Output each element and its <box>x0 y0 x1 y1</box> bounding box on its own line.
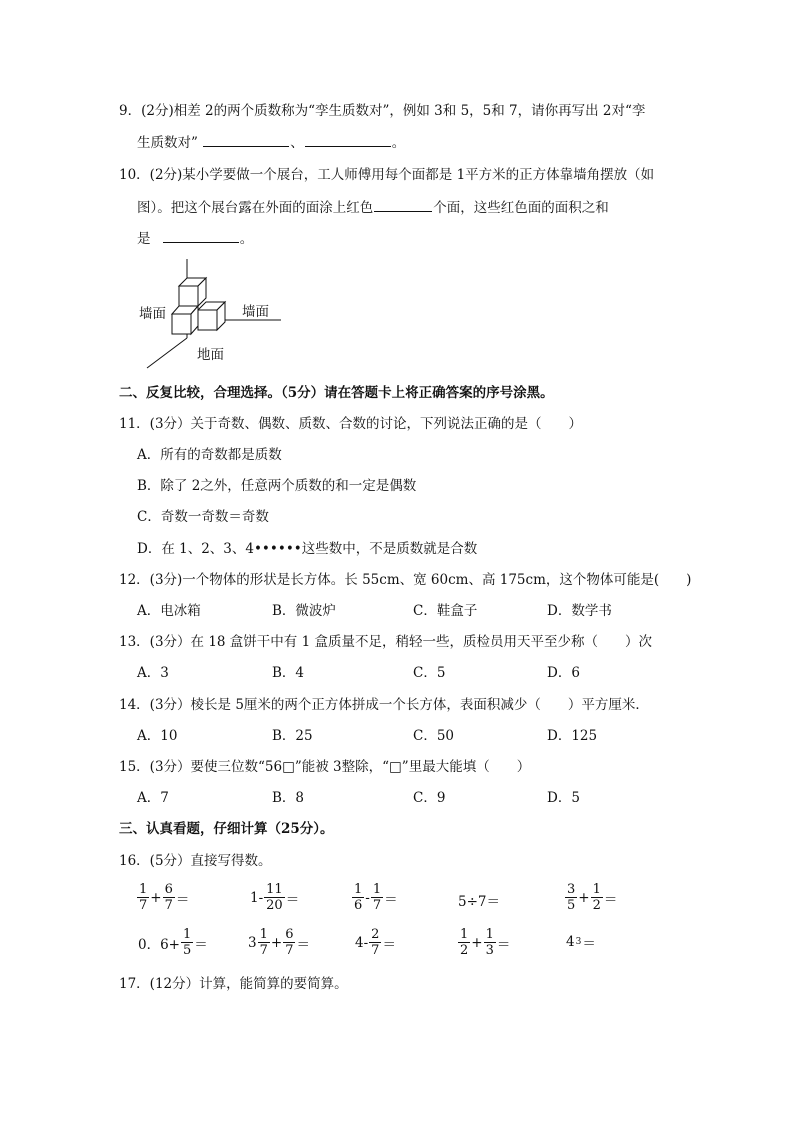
q15-stem: 15．(3分）要使三位数“56□”能被 3整除，“□”里最大能填（ ） <box>119 759 531 775</box>
q14-option-b[interactable]: B．25 <box>272 728 313 744</box>
cube-top-front <box>179 286 198 306</box>
q10-line1: 10．(2分)某小学要做一个展台，工人师傅用每个面都是 1平方米的正方体靠墙角摆放（如 <box>119 167 655 183</box>
fraction: $\frac{1}{2}$ <box>592 882 601 913</box>
q16-r2-e2: 3 $\frac{1}{7}$ + $\frac{6}{7}$ ＝ <box>248 927 310 958</box>
q15-option-a[interactable]: A．7 <box>137 790 169 806</box>
q16-r1-e5: $\frac{3}{5}$ + $\frac{1}{2}$ ＝ <box>567 882 618 913</box>
q10-line3-a: 是 <box>137 231 151 247</box>
q16-r2-e5: 4 3 ＝ <box>566 934 596 952</box>
q9-answer-blank-2[interactable] <box>305 133 391 147</box>
q15-option-c[interactable]: C．9 <box>413 790 446 806</box>
q16-r2-e4: $\frac{1}{2}$ + $\frac{1}{3}$ ＝ <box>460 927 511 958</box>
q12-option-a[interactable]: A．电冰箱 <box>137 603 201 619</box>
q10-line3-end: 。 <box>239 231 254 247</box>
q13-stem: 13．(3分）在 18 盒饼干中有 1 盒质量不足，稍轻一些，质检员用天平至少称（ ）次 <box>119 634 652 650</box>
q11-stem: 11．(3分）关于奇数、偶数、质数、合数的讨论，下列说法正确的是（ ） <box>119 416 583 432</box>
q10-line3 <box>137 229 253 248</box>
label-left-wall: 墙面 <box>139 306 166 322</box>
fraction: $\frac{1}{7}$ <box>259 927 268 958</box>
q15-option-d[interactable]: D．5 <box>547 790 580 806</box>
q11-option-b[interactable]: B．除了 2之外，任意两个质数的和一定是偶数 <box>137 478 417 494</box>
q9-sep: 、 <box>290 135 304 151</box>
q9-line2 <box>137 133 405 152</box>
fraction: $\frac{1}{7}$ <box>372 882 382 913</box>
q12-option-c[interactable]: C．鞋盒子 <box>413 603 478 619</box>
cube-display-diagram <box>135 256 295 372</box>
q14-option-c[interactable]: C．50 <box>413 728 455 744</box>
q14-option-d[interactable]: D．125 <box>547 728 598 744</box>
q17-stem: 17．(12分）计算，能简算的要简算。 <box>119 976 348 992</box>
q9-line1: 9．(2分)相差 2的两个质数称为“孪生质数对”，例如 3和 5，5和 7，请你再写出 2对“孪 <box>119 103 646 119</box>
q11-option-a[interactable]: A．所有的奇数都是质数 <box>137 447 282 463</box>
fraction: $\frac{1}{3}$ <box>485 927 494 958</box>
q16-stem: 16．(5分）直接写得数。 <box>119 853 272 869</box>
q11-option-c[interactable]: C．奇数一奇数＝奇数 <box>137 509 269 525</box>
fraction: $\frac{1}{6}$ <box>354 882 363 913</box>
q12-stem: 12．(3分)一个物体的形状是长方体。长 55cm、宽 60cm、高 175cm，这个物体可能是( ) <box>119 572 692 588</box>
q10-answer-blank-2[interactable] <box>163 229 239 243</box>
cube-left-front <box>172 314 191 334</box>
q16-r1-e2: 1- $\frac{11}{20}$ ＝ <box>250 882 300 913</box>
q13-option-c[interactable]: C．5 <box>413 665 446 681</box>
q9-end: 。 <box>391 135 406 151</box>
fraction: $\frac{6}{7}$ <box>285 927 294 958</box>
q16-r1-e3: $\frac{1}{6}$ - $\frac{1}{7}$ ＝ <box>354 882 398 913</box>
cube-right-front <box>198 310 217 330</box>
q16-r2-e3: 4- $\frac{2}{7}$ ＝ <box>355 927 396 958</box>
section-3-title: 三、认真看题，仔细计算（25分）。 <box>119 821 334 837</box>
q10-answer-blank-1[interactable] <box>374 198 432 212</box>
section-2-title: 二、反复比较，合理选择。（5分）请在答题卡上将正确答案的序号涂黑。 <box>119 385 554 401</box>
q16-r1-e4: 5÷7＝ <box>458 894 500 910</box>
label-right-wall: 墙面 <box>242 304 269 320</box>
fraction: $\frac{2}{7}$ <box>371 927 380 958</box>
q9-answer-blank-1[interactable] <box>203 133 289 147</box>
q13-option-d[interactable]: D．6 <box>547 665 580 681</box>
fraction: $\frac{11}{20}$ <box>266 882 283 913</box>
q16-r1-e1: $\frac{1}{7}$ + $\frac{6}{7}$ ＝ <box>139 882 190 913</box>
q10-line2-a: 图）。把这个展台露在外面的面涂上红色 <box>137 200 374 216</box>
q15-option-b[interactable]: B．8 <box>272 790 305 806</box>
fraction: $\frac{3}{5}$ <box>567 882 576 913</box>
q16-r2-e1: 0．6+ $\frac{1}{5}$ ＝ <box>138 927 208 958</box>
q10-line2-b: 个面，这些红色面的面积之和 <box>433 200 609 216</box>
q11-option-d[interactable]: D．在 1、2、3、4••••••这些数中，不是质数就是合数 <box>137 541 478 557</box>
q13-option-a[interactable]: A．3 <box>137 665 169 681</box>
q9-line2-text: 生质数对” <box>137 135 198 151</box>
q12-option-b[interactable]: B．微波炉 <box>272 603 336 619</box>
q10-line2 <box>137 198 609 217</box>
label-floor: 地面 <box>197 347 224 363</box>
floor-diagonal-line <box>147 338 187 368</box>
fraction: $\frac{1}{7}$ <box>139 882 148 913</box>
q14-stem: 14．(3分）棱长是 5厘米的两个正方体拼成一个长方体，表面积减少（ ）平方厘米． <box>119 697 649 713</box>
fraction: $\frac{6}{7}$ <box>164 882 173 913</box>
q12-option-d[interactable]: D．数学书 <box>547 603 612 619</box>
q13-option-b[interactable]: B．4 <box>272 665 305 681</box>
fraction: $\frac{1}{5}$ <box>183 927 192 958</box>
fraction: $\frac{1}{2}$ <box>460 927 469 958</box>
q14-option-a[interactable]: A．10 <box>137 728 178 744</box>
